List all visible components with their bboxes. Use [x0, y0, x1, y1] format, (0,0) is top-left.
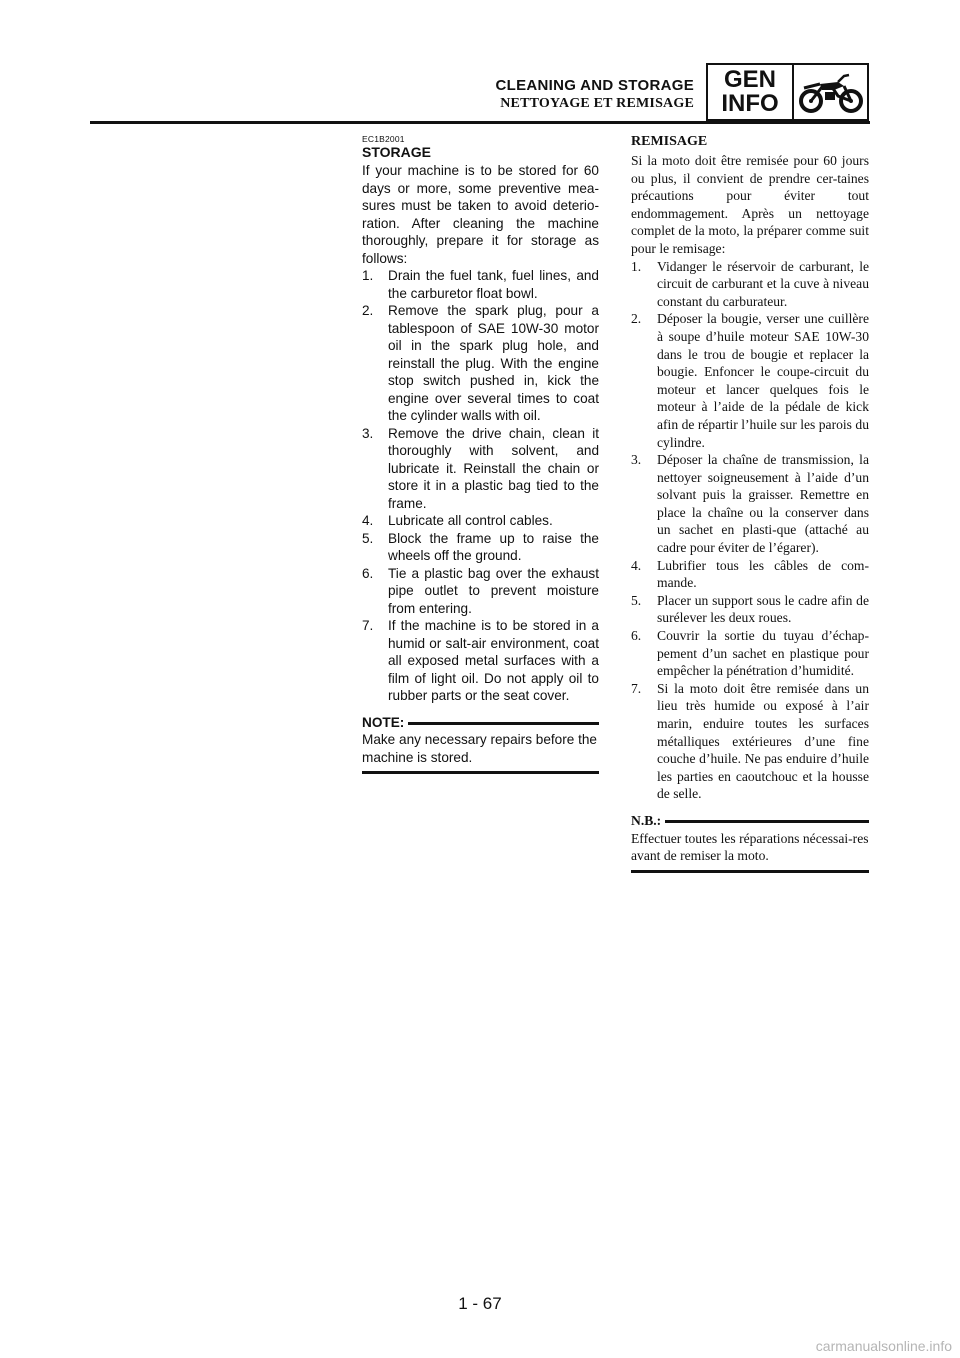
motorcycle-icon: [794, 65, 867, 119]
storage-steps: [362, 267, 599, 705]
list-item: 4. Lubricate all control cables.: [362, 513, 553, 528]
badge-line-info: INFO: [721, 90, 779, 117]
list-item: 1. Drain the fuel tank, fuel lines, and the carburetor float bowl.: [362, 268, 599, 301]
remisage-heading: REMISAGE: [631, 134, 708, 149]
remisage-intro: Si la moto doit être remisée pour 60 jours ou plus, il convient de prendre cer-taines précautions pour éviter tout endommagement. Après un nettoyage complet de la moto, la préparer comme suit pour le remisage:: [631, 153, 869, 256]
list-item: 5. Placer un support sous le cadre afin de surélever les deux roues.: [631, 592, 869, 626]
list-item: 4. Lubrifier tous les câbles de com-mande.: [631, 557, 869, 591]
list-item: 5. Block the frame up to raise the wheels off the ground.: [362, 530, 599, 563]
nb-label: N.B.:: [631, 812, 662, 828]
note-end-rule: [362, 771, 599, 774]
badge-label: [708, 65, 794, 119]
french-column: [631, 134, 869, 873]
watermark: carmanualsonline.info: [815, 1338, 952, 1354]
remisage-steps: [631, 258, 869, 803]
list-item: 3. Déposer la chaîne de transmission, la nettoyer soigneusement à l’aide d’un solvant puis la graisser. Remettre en place la chaîne ou la conserver dans un sachet en plasti-que (attaché au cadre pour éviter de l’égarer).: [631, 452, 869, 556]
list-item: 3. Remove the drive chain, clean it thoroughly with solvent, and lubricate it. Reinstall the chain or store it in a plastic bag tied to the frame.: [362, 425, 599, 511]
note-label: NOTE:: [362, 714, 405, 730]
page-number: 1 - 67: [458, 1294, 502, 1313]
note-rule: [408, 722, 599, 725]
english-column: [362, 134, 599, 774]
list-item: 2. Déposer la bougie, verser une cuillère à soupe d’huile moteur SAE 10W-30 dans le trou de bougie et replacer la bougie. Enfoncer le coupe-circuit du moteur et lancer quelques fois le moteur à l’aide de la pédale de kick afin de répartir l’huile sur les parois du cylindre.: [631, 311, 869, 450]
note-text: Make any necessary repairs before the machine is stored.: [362, 732, 597, 765]
list-item: 7. If the machine is to be stored in a humid or salt-air environment, coat all exposed metal surfaces with a film of light oil. Do not apply oil to rubber parts or the seat cover.: [362, 618, 599, 703]
list-item: 1. Vidanger le réservoir de carburant, le circuit de carburant et la cuve à niveau constant du carburateur.: [631, 258, 869, 309]
nb-end-rule: [631, 870, 869, 873]
header-rule: [90, 121, 870, 124]
chapter-badge: [706, 63, 869, 121]
list-item: 6. Couvrir la sortie du tuyau d’échap-pement d’un sachet en plastique pour empêcher la pénétration d’humidité.: [631, 628, 869, 679]
section-title-french: NETTOYAGE ET REMISAGE: [500, 96, 694, 111]
list-item: 2. Remove the spark plug, pour a tablespoon of SAE 10W-30 motor oil in the spark plug hole, and reinstall the plug. With the engine stop switch pushed in, kick the engine over several times to coat the cylinder walls with oil.: [362, 303, 599, 423]
list-item: 7. Si la moto doit être remisée dans un lieu très humide ou exposé à l’air marin, enduire toutes les surfaces métalliques extérieures d’une fine couche d’huile. Ne pas enduire d’huile les parties en caoutchouc et la housse de selle.: [631, 680, 869, 802]
note-box: [362, 714, 599, 775]
nb-box: [631, 812, 869, 873]
section-title-english: CLEANING AND STORAGE: [495, 77, 694, 94]
nb-rule: [665, 820, 869, 823]
nb-text: Effectuer toutes les réparations nécessai-res avant de remiser la moto.: [631, 830, 869, 864]
storage-heading: STORAGE: [362, 144, 431, 160]
storage-intro: If your machine is to be stored for 60 days or more, some preventive mea-sures must be taken to avoid deterio-ration. After cleaning the machine thoroughly, prepare it for storage as follows:: [362, 163, 599, 266]
list-item: 6. Tie a plastic bag over the exhaust pipe outlet to prevent moisture from entering.: [362, 565, 599, 616]
section-code: EC1B2001: [362, 134, 405, 144]
badge-line-gen: GEN: [723, 66, 776, 93]
